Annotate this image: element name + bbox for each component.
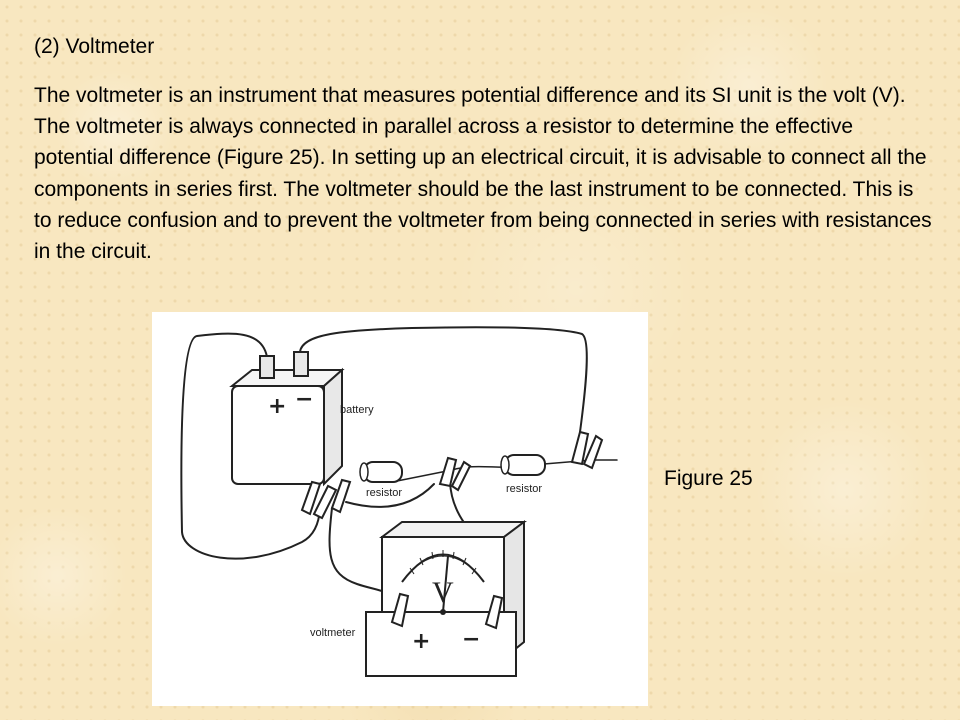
battery-plus-sign: + <box>268 394 287 419</box>
battery-label: battery <box>340 404 374 416</box>
clip-left-c <box>332 480 350 512</box>
voltmeter-minus-sign: − <box>462 627 481 652</box>
resistor-left <box>360 462 402 482</box>
meter-needle-pivot <box>440 609 446 615</box>
resistor-right-label: resistor <box>506 483 543 495</box>
section-heading: (2) Voltmeter <box>34 35 155 58</box>
battery-minus-sign: − <box>295 387 314 412</box>
battery <box>232 352 342 484</box>
voltmeter-plus-sign: + <box>412 629 431 654</box>
meter-symbol: V <box>432 576 454 609</box>
figure-caption: Figure 25 <box>664 467 753 490</box>
crocodile-clips <box>302 432 602 518</box>
resistor-left-label: resistor <box>366 487 403 499</box>
circuit-diagram <box>152 312 648 706</box>
resistor-right <box>501 455 545 475</box>
voltmeter-label: voltmeter <box>310 627 356 639</box>
voltmeter <box>366 522 524 676</box>
circuit-figure <box>152 312 648 706</box>
body-paragraph: The voltmeter is an instrument that measures potential difference and its SI unit is the volt (V). The voltmeter is always connected in parallel across a resistor to determine the effective potential difference (Figure 25). In setting up an electrical circuit, it is advisable to connect all the components in series first. The voltmeter should be the last instrument to be connected. This is to reduce confusion and to prevent the voltmeter from being connected in series with resistances in the circuit. <box>34 84 932 264</box>
